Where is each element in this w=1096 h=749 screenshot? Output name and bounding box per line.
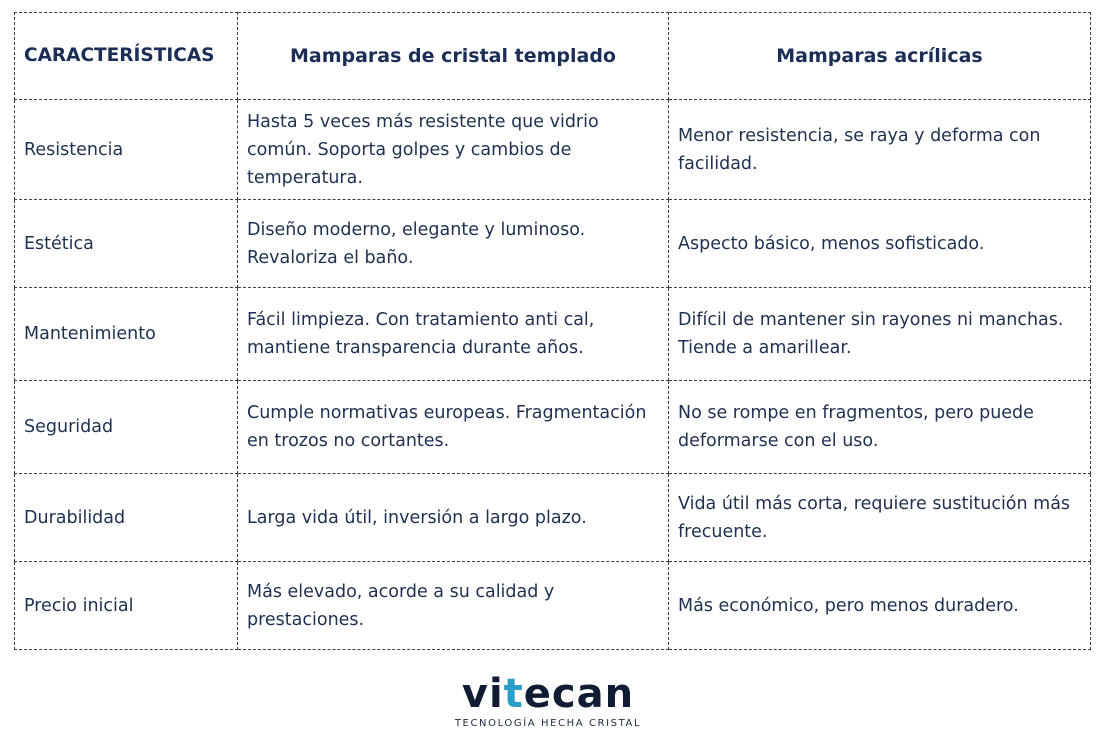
cell-acrilicas: Difícil de mantener sin rayones ni manchas. Tiende a amarillear.: [669, 288, 1091, 381]
cell-acrilicas: Vida útil más corta, requiere sustitución más frecuente.: [669, 474, 1091, 562]
row-label: Estética: [15, 200, 238, 288]
cell-acrilicas: Menor resistencia, se raya y deforma con facilidad.: [669, 100, 1091, 200]
logo-tagline: TECNOLOGÍA HECHA CRISTAL: [454, 718, 642, 729]
cell-templado: Hasta 5 veces más resistente que vidrio común. Soporta golpes y cambios de temperatura.: [238, 100, 669, 200]
vitecan-logo: [0, 672, 1096, 729]
table-row: [15, 288, 1091, 381]
header-caracteristicas: CARACTERÍSTICAS: [15, 13, 238, 100]
comparison-table-container: [14, 12, 1090, 650]
logo-name-accent: t: [503, 671, 524, 717]
table-row: [15, 381, 1091, 474]
logo-name-part2: ecan: [523, 671, 635, 717]
table-row: [15, 474, 1091, 562]
row-label: Durabilidad: [15, 474, 238, 562]
table-row: [15, 100, 1091, 200]
row-label: Seguridad: [15, 381, 238, 474]
comparison-table: [14, 12, 1091, 650]
cell-templado: Más elevado, acorde a su calidad y prestaciones.: [238, 562, 669, 650]
row-label: Resistencia: [15, 100, 238, 200]
cell-acrilicas: No se rompe en fragmentos, pero puede deformarse con el uso.: [669, 381, 1091, 474]
row-label: Precio inicial: [15, 562, 238, 650]
cell-templado: Larga vida útil, inversión a largo plazo.: [238, 474, 669, 562]
table-row: [15, 200, 1091, 288]
logo-name-part1: vi: [461, 671, 504, 717]
cell-templado: Diseño moderno, elegante y luminoso. Revaloriza el baño.: [238, 200, 669, 288]
cell-acrilicas: Aspecto básico, menos sofisticado.: [669, 200, 1091, 288]
table-header-row: [15, 13, 1091, 100]
table-row: [15, 562, 1091, 650]
cell-templado: Cumple normativas europeas. Fragmentación en trozos no cortantes.: [238, 381, 669, 474]
cell-acrilicas: Más económico, pero menos duradero.: [669, 562, 1091, 650]
row-label: Mantenimiento: [15, 288, 238, 381]
header-acrilicas: Mamparas acrílicas: [669, 13, 1091, 100]
cell-templado: Fácil limpieza. Con tratamiento anti cal, mantiene transparencia durante años.: [238, 288, 669, 381]
logo-wordmark: [0, 672, 1096, 716]
header-cristal-templado: Mamparas de cristal templado: [238, 13, 669, 100]
